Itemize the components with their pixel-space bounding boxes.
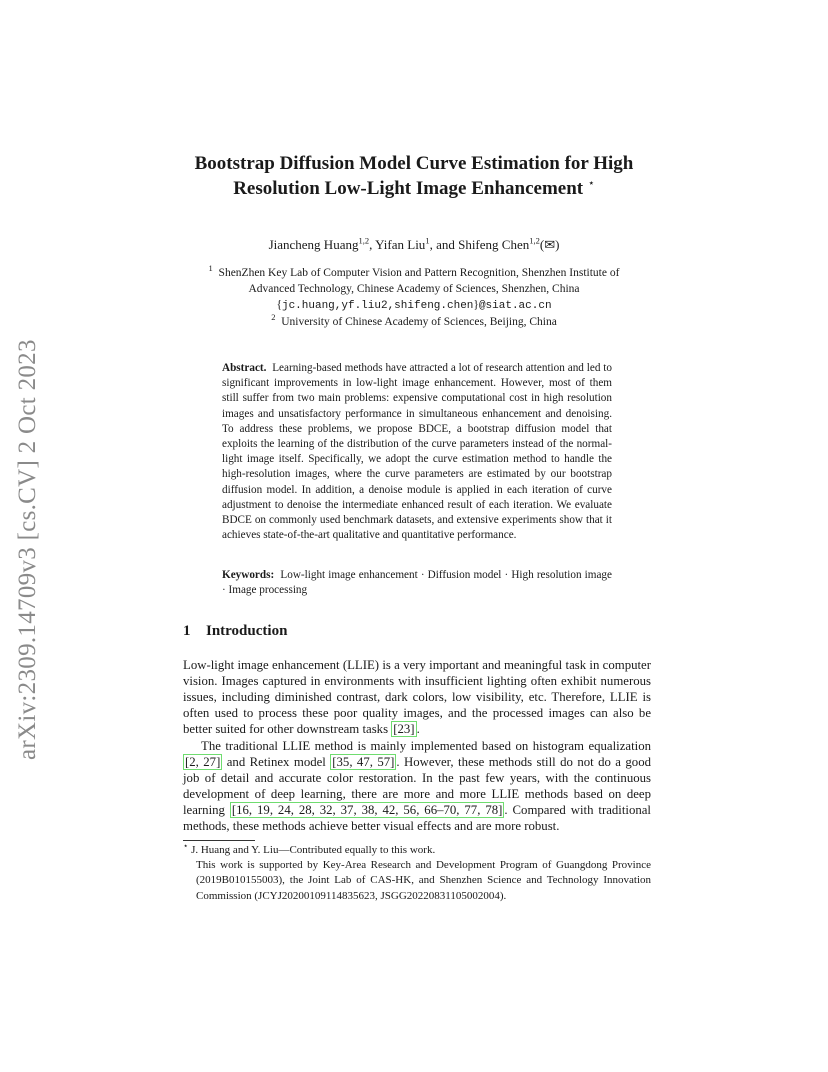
abstract-label: Abstract.: [222, 362, 267, 374]
corresponding-author-mark: (✉): [539, 237, 560, 252]
author-2: Yifan Liu: [375, 237, 426, 252]
citation-link[interactable]: [2, 27]: [185, 755, 221, 770]
abstract-text: Learning-based methods have attracted a lot of research attention and led to significant improvements in low-light image enhancement. However, most of them still suffer from two main problems: expensive computational cost in high resolution images and unsatisfactory performance in simultaneous enhancement and denoising. To address these problems, we propose BDCE, a bootstrap diffusion model that exploits the learning of the distribution of the curve parameters instead of the normal-light image itself. Specifically, we adopt the curve estimation method to handle the high-resolution images, where the curve parameters are estimated by our bootstrap diffusion model. In addition, a denoise module is applied in each iteration of curve adjustment to denoise the intermediate enhanced result of each iteration. We evaluate BDCE on commonly used benchmark datasets, and extensive experiments show that it achieves state-of-the-art qualitative and quantitative performance.: [222, 362, 613, 542]
affiliation-1-text: ShenZhen Key Lab of Computer Vision and Pattern Recognition, Shenzhen Institute of: [218, 267, 620, 279]
title-footnote-mark: ⋆: [587, 177, 595, 190]
section-title-text: Introduction: [206, 623, 288, 639]
section-number: 1: [183, 623, 191, 639]
keywords-text: Low-light image enhancement · Diffusion model · High resolution image · Image processing: [222, 569, 612, 597]
author-separator: ,: [369, 237, 376, 252]
affiliation-1-mark: 1: [208, 263, 213, 274]
author-list: [150, 237, 678, 253]
footnote-line-1: [183, 840, 651, 858]
affiliation-2-mark: 2: [271, 312, 276, 323]
affiliation-1-line-1: [170, 265, 658, 281]
title-line-2-text: Resolution Low-Light Image Enhancement: [233, 178, 584, 199]
email-names: jc.huang,yf.liu2,shifeng.chen: [281, 300, 474, 312]
affiliation-1-line-2: Advanced Technology, Chinese Academy of Sciences, Shenzhen, China: [248, 283, 580, 295]
abstract: [222, 361, 612, 543]
citation-link[interactable]: [35, 47, 57]: [332, 755, 395, 770]
author-2-affiliation: 1: [425, 235, 430, 246]
intro-p1-text: Low-light image enhancement (LLIE) is a very important and meaningful task in computer vision. Images captured in environments with insufficient lighting often exhibit numerous issues, including diminished contrast, dark colors, low visibility, etc. Therefore, LLIE is often used to process these poor quality images, and the processed images can also be better suited for other downstream tasks: [183, 658, 651, 737]
affiliation-2: [170, 314, 658, 330]
author-3-affiliation: 1,2: [529, 235, 540, 246]
title-line-1: Bootstrap Diffusion Model Curve Estimation for High: [194, 153, 634, 174]
arxiv-identifier-stamp: arXiv:2309.14709v3 [cs.CV] 2 Oct 2023: [14, 339, 41, 760]
affiliations: [170, 265, 658, 330]
section-heading-introduction: [183, 623, 287, 640]
paper-title: [150, 151, 678, 201]
keywords: [222, 568, 612, 598]
intro-paragraph-2: [183, 738, 651, 835]
affiliation-2-text: University of Chinese Academy of Sciences, Beijing, China: [281, 316, 557, 328]
intro-paragraph-1: [183, 657, 651, 737]
author-1: Jiancheng Huang: [268, 237, 359, 252]
intro-p2-text-c: . However, these methods still do not do a good job of detail and accurate color restoration. In the past few years, with the continuous development of deep learning, there are more and more LLIE methods based on deep learning: [183, 755, 651, 818]
footnote-contribution: J. Huang and Y. Liu—Contributed equally to this work.: [191, 844, 436, 856]
footnote-funding: This work is supported by Key-Area Research and Development Program of Guangdong Province (2019B010155003), the Joint Lab of CAS-HK, and Shenzhen Science and Technology Innovation Commission (JCYJ20200109114835623, JSGG20220831105002004).: [196, 859, 651, 902]
title-line-2: [150, 176, 678, 201]
intro-p2-text-d: . Compared with traditional methods, these methods achieve better visual effects and are more robust.: [183, 803, 651, 834]
footnote: [183, 840, 651, 904]
intro-p1-end: .: [416, 722, 420, 737]
intro-p2-text-a: The traditional LLIE method is mainly implemented based on histogram equalization: [201, 739, 651, 753]
author-1-affiliation: 1,2: [358, 235, 370, 246]
footnote-mark: ⋆: [183, 840, 189, 851]
email-domain: @siat.ac.cn: [478, 300, 552, 312]
footnote-divider: [183, 840, 255, 841]
author-separator-and: , and: [429, 237, 459, 252]
citation-link[interactable]: [23]: [393, 722, 415, 737]
author-emails: {jc.huang,yf.liu2,shifeng.chen}@siat.ac.cn: [276, 299, 552, 312]
citation-link[interactable]: [16, 19, 24, 28, 32, 37, 38, 42, 56, 66–70, 77, 78]: [231, 803, 503, 818]
author-3: Shifeng Chen: [458, 237, 530, 252]
intro-p2-text-b: and Retinex model: [222, 755, 331, 770]
keywords-label: Keywords:: [222, 569, 275, 581]
